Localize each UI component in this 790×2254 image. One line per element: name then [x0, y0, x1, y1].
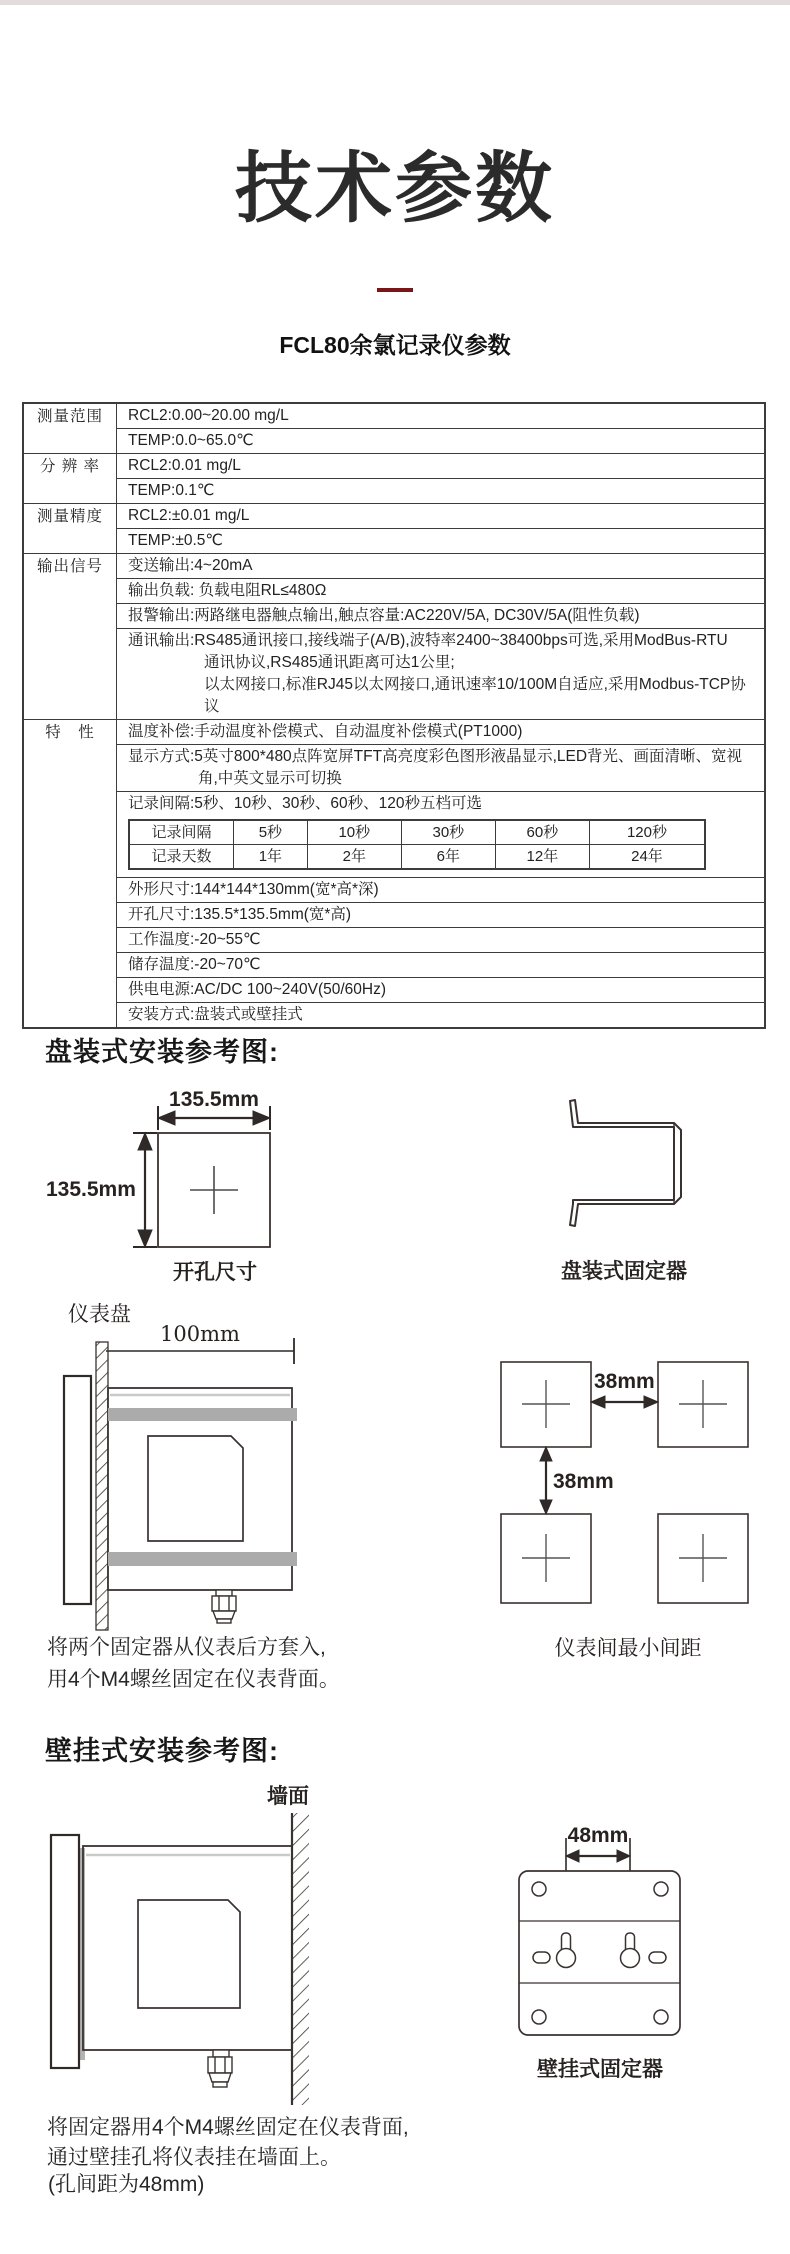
- table-row: [23, 953, 765, 978]
- record-cell: 30秒: [401, 820, 495, 845]
- table-row: [23, 629, 765, 720]
- panel-wall-strip: [96, 1342, 108, 1630]
- spec-value-comm: [117, 629, 766, 720]
- comm-line-3: 以太网接口,标准RJ45以太网接口,通讯速率10/100M自适应,采用Modbus-TCP协议: [204, 676, 746, 715]
- table-row: [23, 792, 765, 878]
- record-cell: 1年: [234, 845, 308, 870]
- subtitle: FCL80余氯记录仪参数: [279, 332, 511, 358]
- record-cell: 记录间隔: [129, 820, 234, 845]
- spacing-caption: 仪表间最小间距: [554, 1637, 702, 1660]
- wall-section: [292, 1813, 309, 2105]
- spec-label-resolution: 分 辨 率: [23, 454, 117, 504]
- record-cell: 120秒: [589, 820, 705, 845]
- table-row: [129, 845, 705, 870]
- record-cell: 记录天数: [129, 845, 234, 870]
- record-interval-table: [128, 819, 706, 870]
- display-line-2: 角,中英文显示可切换: [198, 770, 342, 787]
- panel-note-line-1: 将两个固定器从仪表后方套入,: [47, 1636, 326, 1659]
- comm-line-2: 通讯协议,RS485通讯距离可达1公里;: [204, 654, 455, 671]
- display-line-1: 显示方式:5英寸800*480点阵宽屏TFT高亮度彩色图形液晶显示,LED背光、画面清晰、宽视: [128, 748, 743, 765]
- cutout-square: [158, 1133, 270, 1247]
- spec-value: 工作温度:-20~55℃: [117, 928, 766, 953]
- spacing-v-label: 38mm: [553, 1470, 614, 1493]
- record-cell: 24年: [589, 845, 705, 870]
- wall-mount-section-heading: 壁挂式安装参考图:: [45, 1736, 279, 1766]
- record-cell: 5秒: [234, 820, 308, 845]
- record-cell: 12年: [495, 845, 589, 870]
- spec-label-measure-range: 测量范围: [23, 403, 117, 454]
- spacing-squares: [501, 1362, 748, 1603]
- spec-value: 变送输出:4~20mA: [117, 554, 766, 579]
- hole-pitch-label: 48mm: [567, 1824, 629, 1847]
- cutout-height-label: 135.5mm: [46, 1178, 136, 1201]
- spec-value: TEMP:±0.5℃: [117, 529, 766, 554]
- spec-value-display: [117, 745, 766, 792]
- cutout-caption: 开孔尺寸: [173, 1261, 257, 1284]
- wall-note-line-1: 将固定器用4个M4螺丝固定在仪表背面,: [47, 2116, 409, 2139]
- cable-gland: [212, 1590, 236, 1623]
- wall-fixer-plate: [519, 1871, 680, 2035]
- cutout-width-label: 135.5mm: [169, 1088, 259, 1111]
- comm-line-1: 通讯输出:RS485通讯接口,接线端子(A/B),波特率2400~38400bps可选,采用ModBus-RTU: [128, 632, 728, 649]
- spec-value: 温度补偿:手动温度补偿模式、自动温度补偿模式(PT1000): [117, 720, 766, 745]
- meter-panel-label: 仪表盘: [68, 1303, 131, 1326]
- record-cell: 10秒: [307, 820, 401, 845]
- title-divider: [377, 288, 413, 292]
- spec-label-output-signal: 输出信号: [23, 554, 117, 720]
- spec-value-record-interval: [117, 792, 766, 878]
- spec-value: TEMP:0.0~65.0℃: [117, 429, 766, 454]
- table-row: [23, 1003, 765, 1029]
- table-row: [23, 978, 765, 1003]
- table-row: [23, 604, 765, 629]
- record-cell: 6年: [401, 845, 495, 870]
- table-row: [23, 429, 765, 454]
- spec-value: 外形尺寸:144*144*130mm(宽*高*深): [117, 878, 766, 903]
- spec-value: 安装方式:盘装式或壁挂式: [117, 1003, 766, 1029]
- depth-dimension-label: 100mm: [160, 1322, 240, 1346]
- table-row: [23, 745, 765, 792]
- table-row: [23, 529, 765, 554]
- spec-value: RCL2:0.01 mg/L: [117, 454, 766, 479]
- wall-note-line-3: (孔间距为48mm): [48, 2173, 205, 2196]
- record-interval-line: 记录间隔:5秒、10秒、30秒、60秒、120秒五档可选: [128, 795, 483, 812]
- wall-instrument-side-view: [51, 1835, 292, 2087]
- table-row: [23, 579, 765, 604]
- spec-value: RCL2:0.00~20.00 mg/L: [117, 403, 766, 429]
- table-row: [23, 928, 765, 953]
- spec-value: 输出负载: 负载电阻RL≤480Ω: [117, 579, 766, 604]
- table-row: [23, 903, 765, 928]
- panel-mount-section-heading: 盘装式安装参考图:: [45, 1037, 279, 1067]
- spec-value: 报警输出:两路继电器触点输出,触点容量:AC220V/5A, DC30V/5A(阻性负载): [117, 604, 766, 629]
- top-bar: [0, 0, 790, 5]
- wall-label: 墙面: [267, 1785, 309, 1808]
- table-row: [23, 720, 765, 745]
- table-row: [23, 454, 765, 479]
- record-cell: 2年: [307, 845, 401, 870]
- spec-value: 供电电源:AC/DC 100~240V(50/60Hz): [117, 978, 766, 1003]
- table-row: [23, 504, 765, 529]
- cable-gland: [208, 2050, 232, 2087]
- spec-label-features: 特 性: [23, 720, 117, 1029]
- table-row: [23, 479, 765, 504]
- spec-value: RCL2:±0.01 mg/L: [117, 504, 766, 529]
- record-cell: 60秒: [495, 820, 589, 845]
- table-row: [23, 878, 765, 903]
- spec-value: TEMP:0.1℃: [117, 479, 766, 504]
- table-row: [23, 403, 765, 429]
- page-title: 技术参数: [235, 146, 555, 232]
- spec-value: 开孔尺寸:135.5*135.5mm(宽*高): [117, 903, 766, 928]
- panel-fixer-bracket: [570, 1100, 681, 1226]
- wall-fixer-caption: 壁挂式固定器: [537, 2058, 663, 2081]
- wall-note-line-2: 通过壁挂孔将仪表挂在墙面上。: [47, 2146, 341, 2169]
- spacing-h-label: 38mm: [594, 1370, 655, 1393]
- panel-note-line-2: 用4个M4螺丝固定在仪表背面。: [47, 1668, 340, 1691]
- table-row: [23, 554, 765, 579]
- spec-table: [22, 402, 766, 1029]
- table-row: [129, 820, 705, 845]
- spec-value: 储存温度:-20~70℃: [117, 953, 766, 978]
- panel-mount-diagram: [0, 1085, 790, 1650]
- panel-fixer-caption: 盘装式固定器: [561, 1260, 687, 1283]
- spec-label-accuracy: 测量精度: [23, 504, 117, 554]
- wall-mount-diagram: [0, 1770, 790, 2115]
